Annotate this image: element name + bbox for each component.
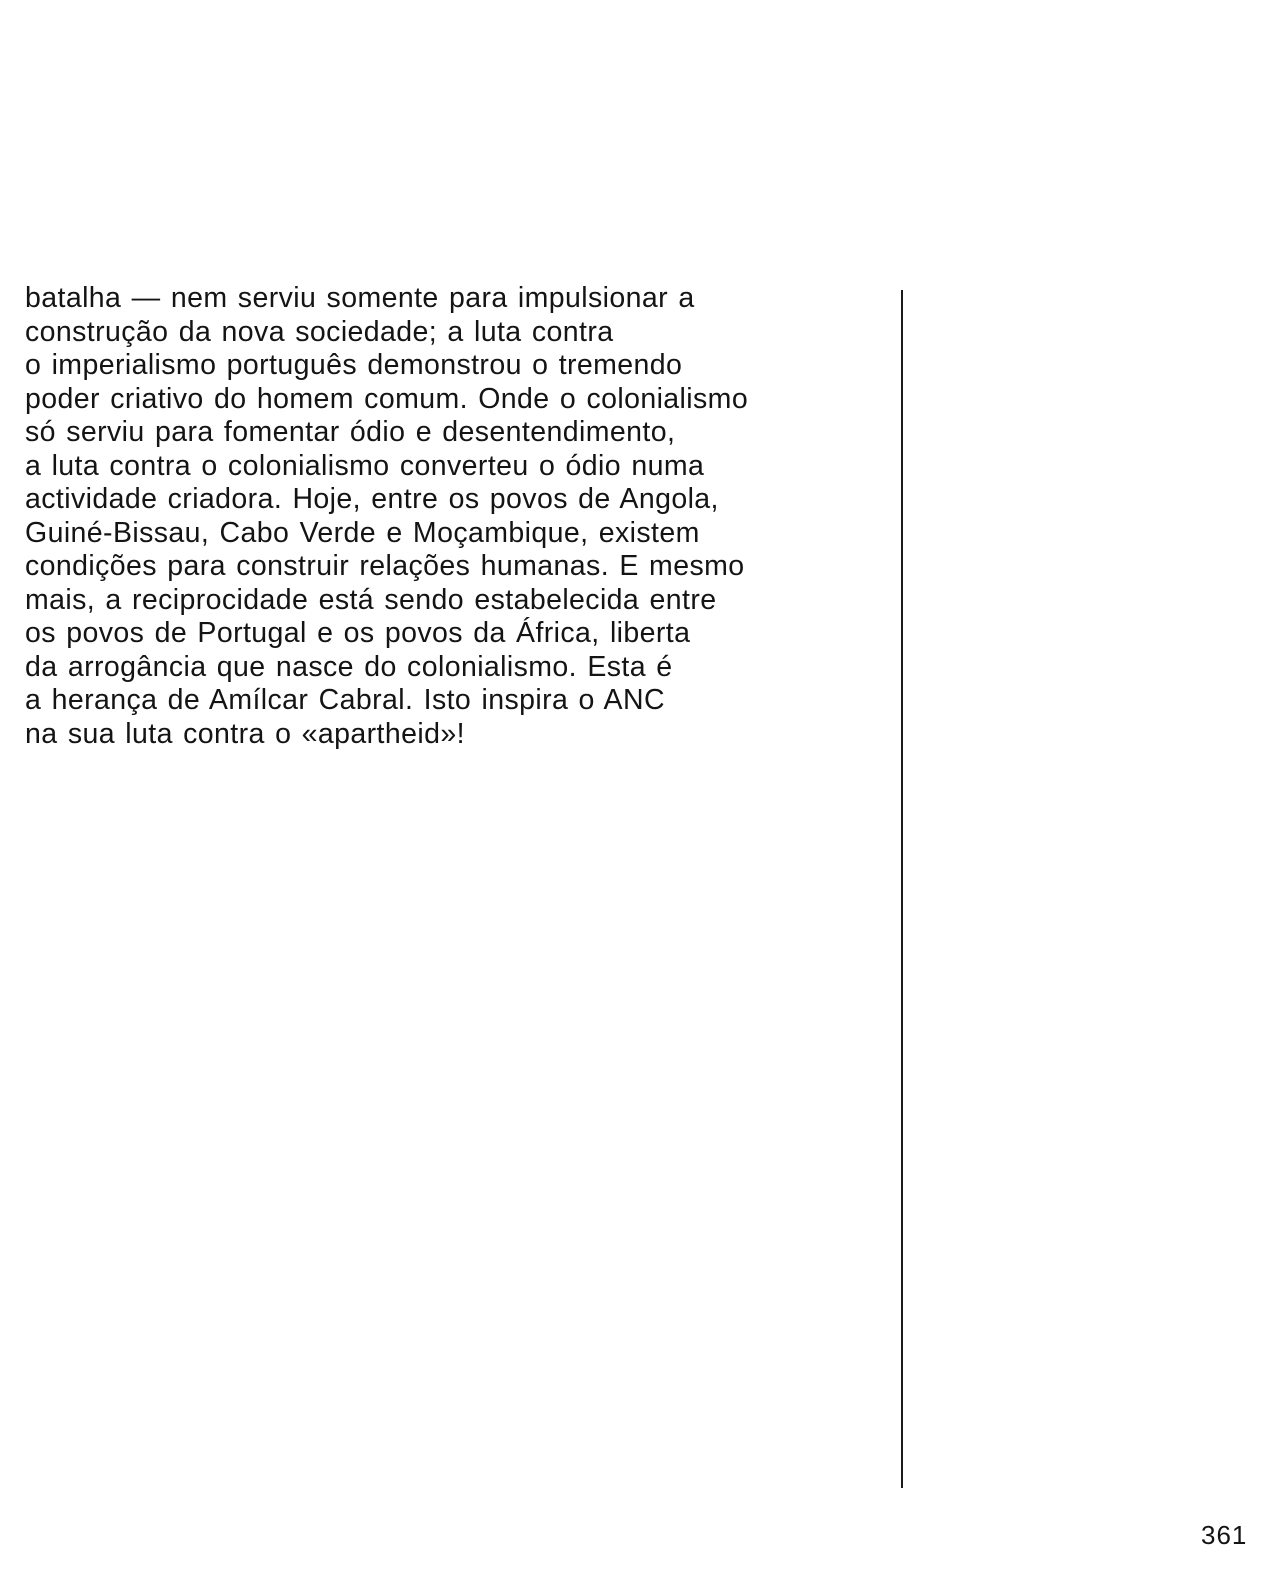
page-number: 361	[1201, 1520, 1248, 1550]
text-line: mais, a reciprocidade está sendo estabelecida entre	[25, 583, 717, 616]
text-line: condições para construir relações humanas. E mesmo	[25, 550, 745, 582]
text-line: o imperialismo português demonstrou o tremendo	[25, 349, 683, 381]
text-line: na sua luta contra o «apartheid»!	[25, 717, 465, 750]
text-line: poder criativo do homem comum. Onde o colonialismo	[25, 382, 749, 415]
text-line: a herança de Amílcar Cabral. Isto inspira o ANC	[25, 684, 665, 716]
text-line: batalha — nem serviu somente para impulsionar a	[25, 282, 695, 314]
text-line: os povos de Portugal e os povos da África, liberta	[25, 617, 691, 649]
column-divider-rule	[901, 290, 903, 1488]
text-line: a luta contra o colonialismo converteu o ódio numa	[25, 449, 705, 482]
text-line: construção da nova sociedade; a luta contra	[25, 315, 614, 348]
text-line: Guiné-Bissau, Cabo Verde e Moçambique, existem	[25, 516, 700, 549]
body-text	[25, 282, 905, 751]
text-line: só serviu para fomentar ódio e desentendimento,	[25, 416, 676, 448]
text-line: da arrogância que nasce do colonialismo. Esta é	[25, 650, 673, 683]
text-line: actividade criadora. Hoje, entre os povos de Angola,	[25, 483, 719, 515]
